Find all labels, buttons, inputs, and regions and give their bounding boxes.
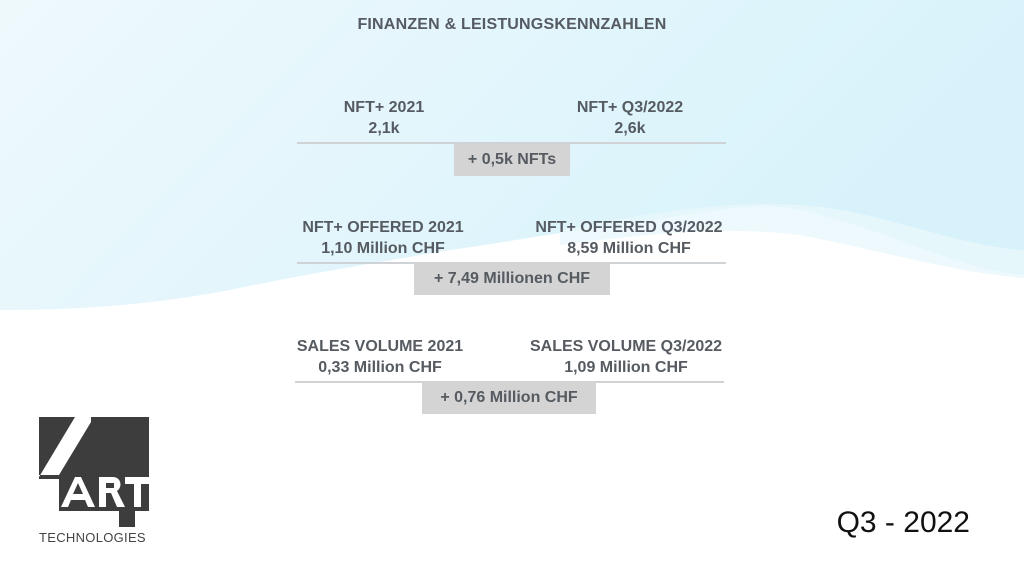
metric-1-right [510, 97, 750, 139]
metric-label: SALES VOLUME 2021 [296, 338, 464, 355]
delta-badge: + 7,49 Millionen CHF [414, 263, 610, 295]
metric-label: NFT+ Q3/2022 [576, 99, 684, 116]
metric-value: 2,1k [368, 120, 400, 137]
metric-2-right [509, 217, 749, 259]
page-title: FINANZEN & LEISTUNGSKENNZAHLEN [357, 16, 667, 33]
metric-label: SALES VOLUME Q3/2022 [529, 338, 723, 355]
metric-3-right [506, 336, 746, 378]
metric-3-left [260, 336, 500, 378]
metric-label: NFT+ OFFERED 2021 [302, 219, 464, 236]
metric-value: 2,6k [614, 120, 646, 137]
delta-badge: + 0,76 Million CHF [422, 382, 596, 414]
delta-badge: + 0,5k NFTs [454, 144, 570, 176]
metric-value: 1,09 Million CHF [564, 359, 688, 376]
metric-value: 8,59 Million CHF [567, 240, 691, 257]
company-logo [39, 417, 149, 527]
metric-value: 1,10 Million CHF [321, 240, 445, 257]
metric-label: NFT+ 2021 [343, 99, 425, 116]
metric-label: NFT+ OFFERED Q3/2022 [535, 219, 723, 236]
metric-2-left [263, 217, 503, 259]
metric-1-left [264, 97, 504, 139]
logo-text: TECHNOLOGIES [39, 530, 146, 545]
period-label: Q3 - 2022 [836, 506, 970, 539]
metric-value: 0,33 Million CHF [318, 359, 442, 376]
